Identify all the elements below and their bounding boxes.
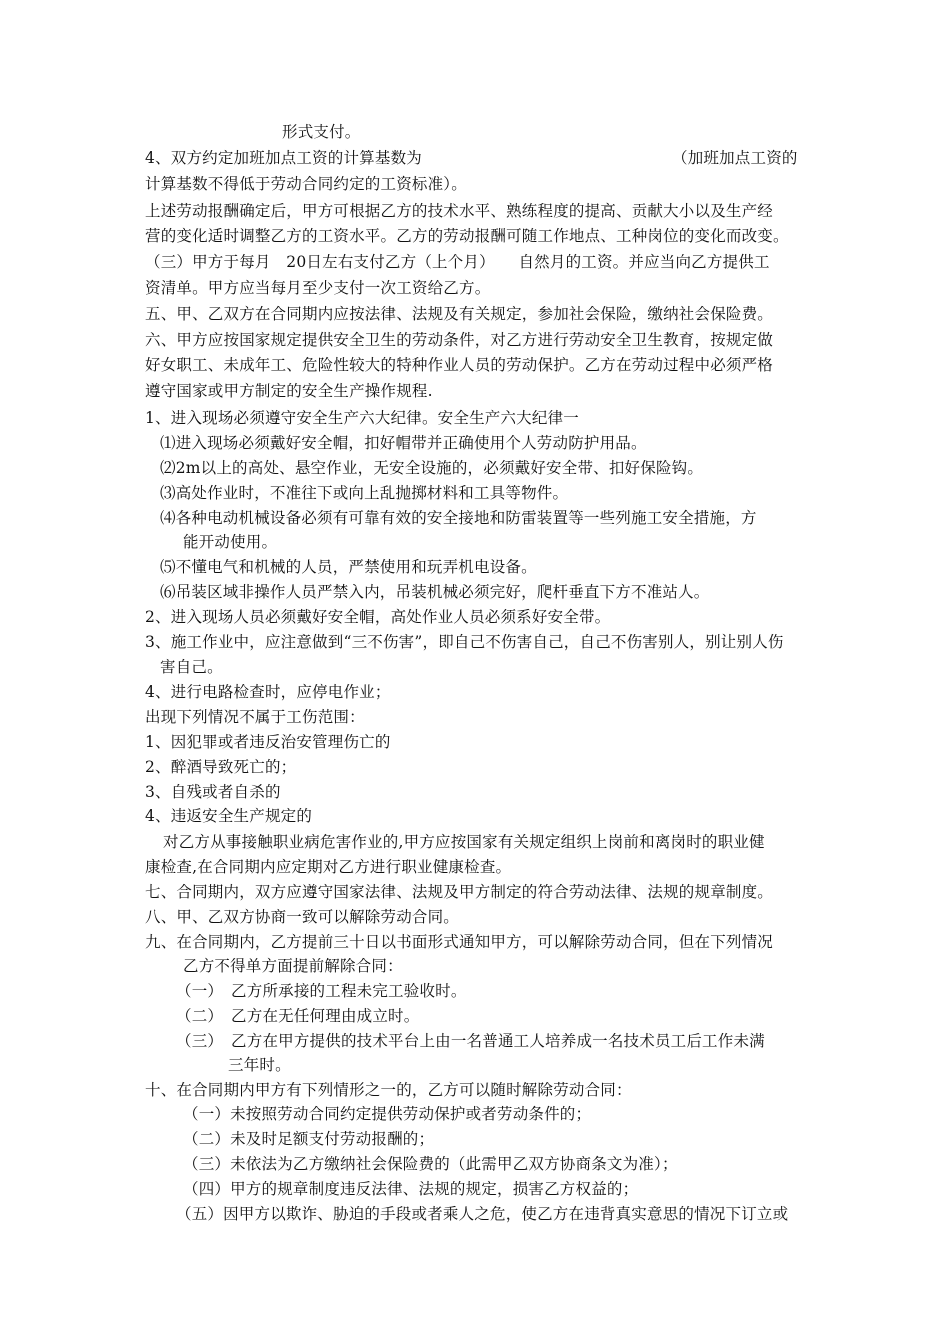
text-line: 1、进入现场必须遵守安全生产六大纪律。安全生产六大纪律一 [145,409,579,427]
text-line: 对乙方从事接触职业病危害作业的,甲方应按国家有关规定组织上岗前和离岗时的职业健 [163,833,765,851]
text-line: （四）甲方的规章制度违反法律、法规的规定，损害乙方权益的； [183,1180,639,1198]
text-line: 4、违返安全生产规定的 [145,807,313,825]
text-line: 五、甲、乙双方在合同期内应按法律、法规及有关规定，参加社会保险，缴纳社会保险费。 [145,305,774,323]
text-line: 2、进入现场人员必须戴好安全帽，高处作业人员必须系好安全带。 [145,608,611,626]
text-line: （二）未及时足额支付劳动报酬的； [183,1130,435,1148]
text-line: 康检查,在合同期内应定期对乙方进行职业健康检查。 [145,858,512,876]
text-line: （一） 乙方所承接的工程未完工验收时。 [176,982,467,1000]
text-line: 八、甲、乙双方协商一致可以解除劳动合同。 [145,908,460,926]
text-line: 2、醉酒导致死亡的； [145,758,297,776]
text-line: ⑷各种电动机械设备必须有可靠有效的安全接地和防雷装置等一些列施工安全措施，方 [160,509,757,527]
text-line: 遵守国家或甲方制定的安全生产操作规程. [145,382,433,400]
text-line: 上述劳动报酬确定后，甲方可根据乙方的技术水平、熟练程度的提高、贡献大小以及生产经 [145,202,774,220]
text-line: 出现下列情况不属于工伤范围： [145,708,365,726]
text-line: 资清单。甲方应当每月至少支付一次工资给乙方。 [145,279,491,297]
text-line: 1、因犯罪或者违反治安管理伤亡的 [145,733,391,751]
text-line: 4、双方约定加班加点工资的计算基数为 [145,149,422,167]
text-line: 计算基数不得低于劳动合同约定的工资标准）。 [145,175,467,193]
text-line: ⑸不懂电气和机械的人员，严禁使用和玩弄机电设备。 [160,558,537,576]
text-line: 十、在合同期内甲方有下列情形之一的，乙方可以随时解除劳动合同： [145,1081,632,1099]
text-line: （三） 乙方在甲方提供的技术平台上由一名普通工人培养成一名技术员工后工作未满 [176,1032,765,1050]
text-line: 七、合同期内，双方应遵守国家法律、法规及甲方制定的符合劳动法律、法规的规章制度。 [145,883,774,901]
text-line: 4、进行电路检查时，应停电作业； [145,683,391,701]
text-line: 六、甲方应按国家规定提供安全卫生的劳动条件，对乙方进行劳动安全卫生教育，按规定做 [145,331,774,349]
text-line: 九、在合同期内，乙方提前三十日以书面形式通知甲方，可以解除劳动合同，但在下列情况 [145,933,774,951]
text-line: （二） 乙方在无任何理由成立时。 [176,1007,420,1025]
text-line: ⑵2m以上的高处、悬空作业，无安全设施的，必须戴好安全带、扣好保险钩。 [160,459,704,477]
text-line: ⑴进入现场必须戴好安全帽，扣好帽带并正确使用个人劳动防护用品。 [160,434,647,452]
text-line: （三）未依法为乙方缴纳社会保险费的（此需甲乙双方协商条文为准）； [183,1155,678,1173]
text-line: 能开动使用。 [183,533,278,551]
text-line: 乙方不得单方面提前解除合同： [183,957,403,975]
text-line: 三年时。 [228,1056,291,1074]
text-line: 3、施工作业中，应注意做到“三不伤害”，即自己不伤害自己，自己不伤害别人，别让别人伤 [145,633,784,651]
text-line: ⑹吊装区域非操作人员严禁入内，吊装机械必须完好，爬杆垂直下方不准站人。 [160,583,710,601]
text-line: 营的变化适时调整乙方的工资水平。乙方的劳动报酬可随工作地点、工种岗位的变化而改变。 [145,227,789,245]
text-line: 害自己。 [160,658,223,676]
text-line: 形式支付。 [282,123,361,141]
text-line: 3、自残或者自杀的 [145,783,281,801]
text-line: 好女职工、未成年工、危险性较大的特种作业人员的劳动保护。乙方在劳动过程中必须严格 [145,356,774,374]
text-line: （五）因甲方以欺诈、胁迫的手段或者乘人之危，使乙方在违背真实意思的情况下订立或 [176,1205,789,1223]
text-line: ⑶高处作业时，不准往下或向上乱抛掷材料和工具等物件。 [160,484,569,502]
text-line: （加班加点工资的 [672,149,798,167]
text-line: （一）未按照劳动合同约定提供劳动保护或者劳动条件的； [183,1105,592,1123]
text-line: （三）甲方于每月 20日左右支付乙方（上个月） 自然月的工资。并应当向乙方提供工 [145,253,770,271]
